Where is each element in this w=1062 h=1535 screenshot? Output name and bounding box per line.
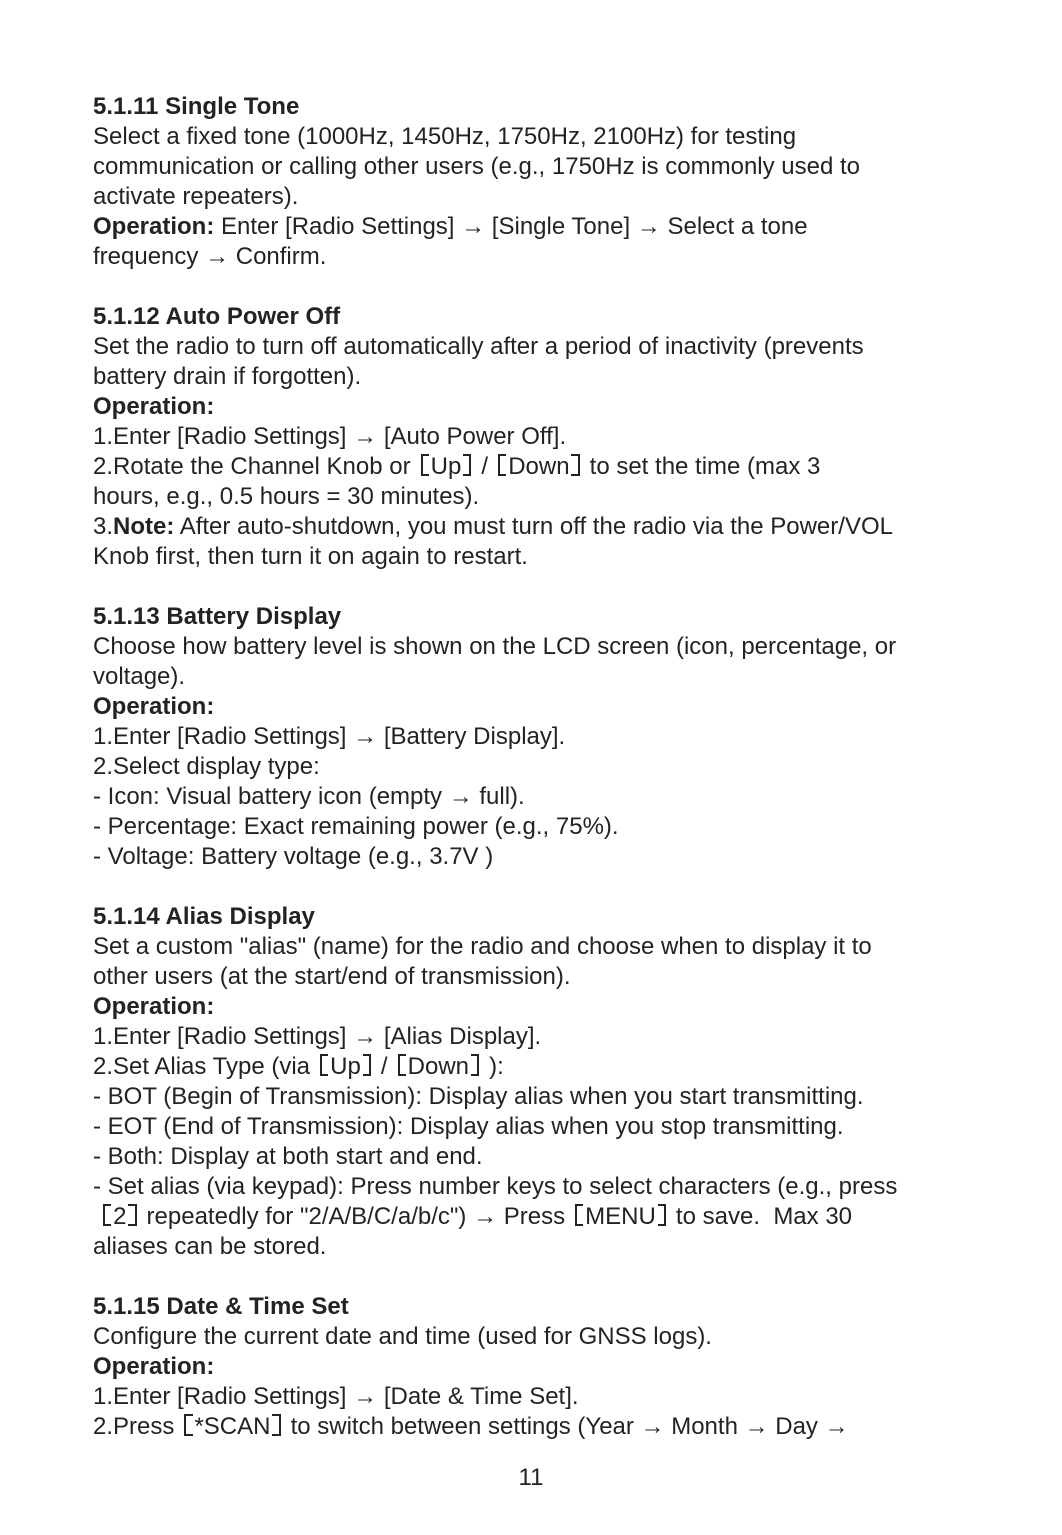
lenticular-bracket-close-icon: [272, 1414, 280, 1436]
manual-section: [93, 602, 1042, 872]
text-line: [93, 962, 1042, 992]
text-line: [93, 1352, 1042, 1382]
text-line: [93, 182, 1042, 212]
body-text-segment: 2.Rotate the Channel Knob or Up / Down to set the time (max 3: [93, 453, 821, 480]
text-line: [93, 782, 1042, 812]
text-line: [93, 842, 1042, 872]
lenticular-bracket-close-icon: [128, 1204, 136, 1226]
bold-text-segment: Operation:: [93, 693, 215, 720]
text-line: [93, 632, 1042, 662]
body-text-segment: - Set alias (via keypad): Press number keys to select characters (e.g., press: [93, 1173, 898, 1200]
body-text-segment: Set a custom "alias" (name) for the radio and choose when to display it to: [93, 933, 872, 960]
text-line: [93, 332, 1042, 362]
lenticular-bracket-open-icon: [103, 1204, 111, 1226]
body-text-segment: 3.: [93, 513, 114, 540]
body-text-segment: activate repeaters).: [93, 183, 299, 210]
manual-content: [93, 92, 1042, 1442]
text-line: [93, 1082, 1042, 1112]
text-line: [93, 1022, 1042, 1052]
manual-section: [93, 302, 1042, 572]
body-text-segment: Configure the current date and time (used for GNSS logs).: [93, 1323, 712, 1350]
body-text-segment: Knob first, then turn it on again to restart.: [93, 543, 528, 570]
body-text-segment: Set the radio to turn off automatically after a period of inactivity (prevents: [93, 333, 864, 360]
body-text-segment: 1.Enter [Radio Settings] → [Auto Power Off].: [93, 423, 567, 450]
body-text-segment: - BOT (Begin of Transmission): Display alias when you start transmitting.: [93, 1083, 864, 1110]
text-line: [93, 812, 1042, 842]
body-text-segment: - Percentage: Exact remaining power (e.g., 75%).: [93, 813, 619, 840]
section-heading: 5.1.12 Auto Power Off: [93, 303, 341, 330]
text-line: [93, 512, 1042, 542]
lenticular-bracket-open-icon: [320, 1054, 328, 1076]
page-number: 11: [518, 1464, 544, 1491]
text-line: [93, 242, 1042, 272]
lenticular-bracket-open-icon: [498, 454, 506, 476]
text-line: [93, 212, 1042, 242]
text-line: [93, 422, 1042, 452]
lenticular-bracket-open-icon: [184, 1414, 192, 1436]
bold-text-segment: Operation:: [93, 213, 215, 240]
text-line: [93, 542, 1042, 572]
text-line: [93, 152, 1042, 182]
text-line: [93, 452, 1042, 482]
body-text-segment: communication or calling other users (e.g., 1750Hz is commonly used to: [93, 153, 861, 180]
text-line: [93, 1172, 1042, 1202]
text-line: [93, 1322, 1042, 1352]
section-heading: 5.1.14 Alias Display: [93, 903, 315, 930]
section-heading: 5.1.15 Date & Time Set: [93, 1293, 349, 1320]
body-text-segment: - EOT (End of Transmission): Display alias when you stop transmitting.: [93, 1113, 844, 1140]
body-text-segment: 1.Enter [Radio Settings] → [Battery Display].: [93, 723, 566, 750]
text-line: [93, 1142, 1042, 1172]
body-text-segment: frequency → Confirm.: [93, 243, 327, 270]
body-text-segment: 2.Press *SCAN to switch between settings (Year → Month → Day →: [93, 1413, 849, 1440]
body-text-segment: 1.Enter [Radio Settings] → [Alias Display].: [93, 1023, 542, 1050]
lenticular-bracket-close-icon: [571, 454, 579, 476]
lenticular-bracket-close-icon: [471, 1054, 479, 1076]
body-text-segment: - Icon: Visual battery icon (empty → full).: [93, 783, 525, 810]
text-line: [93, 992, 1042, 1022]
body-text-segment: 2 repeatedly for "2/A/B/C/a/b/c") → Press MENU to save. Max 30: [93, 1203, 852, 1230]
text-line: [93, 122, 1042, 152]
lenticular-bracket-close-icon: [658, 1204, 666, 1226]
lenticular-bracket-open-icon: [398, 1054, 406, 1076]
bold-text-segment: Operation:: [93, 1353, 215, 1380]
body-text-segment: Choose how battery level is shown on the LCD screen (icon, percentage, or: [93, 633, 897, 660]
text-line: [93, 752, 1042, 782]
body-text-segment: After auto-shutdown, you must turn off the radio via the Power/VOL: [174, 513, 893, 540]
text-line: [93, 1112, 1042, 1142]
manual-section: [93, 902, 1042, 1262]
text-line: [93, 932, 1042, 962]
text-line: [93, 482, 1042, 512]
text-line: [93, 362, 1042, 392]
body-text-segment: voltage).: [93, 663, 186, 690]
lenticular-bracket-close-icon: [463, 454, 471, 476]
body-text-segment: other users (at the start/end of transmission).: [93, 963, 571, 990]
lenticular-bracket-open-icon: [575, 1204, 583, 1226]
body-text-segment: Enter [Radio Settings] → [Single Tone] → Select a tone: [214, 213, 808, 240]
body-text-segment: battery drain if forgotten).: [93, 363, 362, 390]
body-text-segment: - Voltage: Battery voltage (e.g., 3.7V ): [93, 843, 494, 870]
text-line: [93, 1232, 1042, 1262]
body-text-segment: - Both: Display at both start and end.: [93, 1143, 483, 1170]
body-text-segment: 2.Select display type:: [93, 753, 320, 780]
text-line: [93, 392, 1042, 422]
bold-text-segment: Operation:: [93, 993, 215, 1020]
text-line: [93, 1052, 1042, 1082]
section-heading: 5.1.11 Single Tone: [93, 93, 300, 120]
manual-section: [93, 92, 1042, 272]
text-line: [93, 662, 1042, 692]
manual-section: [93, 1292, 1042, 1442]
text-line: [93, 692, 1042, 722]
body-text-segment: 2.Set Alias Type (via Up / Down ):: [93, 1053, 504, 1080]
body-text-segment: hours, e.g., 0.5 hours = 30 minutes).: [93, 483, 480, 510]
page-footer: [0, 1463, 1062, 1493]
lenticular-bracket-open-icon: [421, 454, 429, 476]
bold-text-segment: Note:: [113, 513, 175, 540]
text-line: [93, 1202, 1042, 1232]
body-text-segment: Select a fixed tone (1000Hz, 1450Hz, 1750Hz, 2100Hz) for testing: [93, 123, 797, 150]
body-text-segment: aliases can be stored.: [93, 1233, 327, 1260]
bold-text-segment: Operation:: [93, 393, 215, 420]
text-line: [93, 1382, 1042, 1412]
text-line: [93, 722, 1042, 752]
lenticular-bracket-close-icon: [363, 1054, 371, 1076]
text-line: [93, 1412, 1042, 1442]
section-heading: 5.1.13 Battery Display: [93, 603, 342, 630]
body-text-segment: 1.Enter [Radio Settings] → [Date & Time Set].: [93, 1383, 579, 1410]
